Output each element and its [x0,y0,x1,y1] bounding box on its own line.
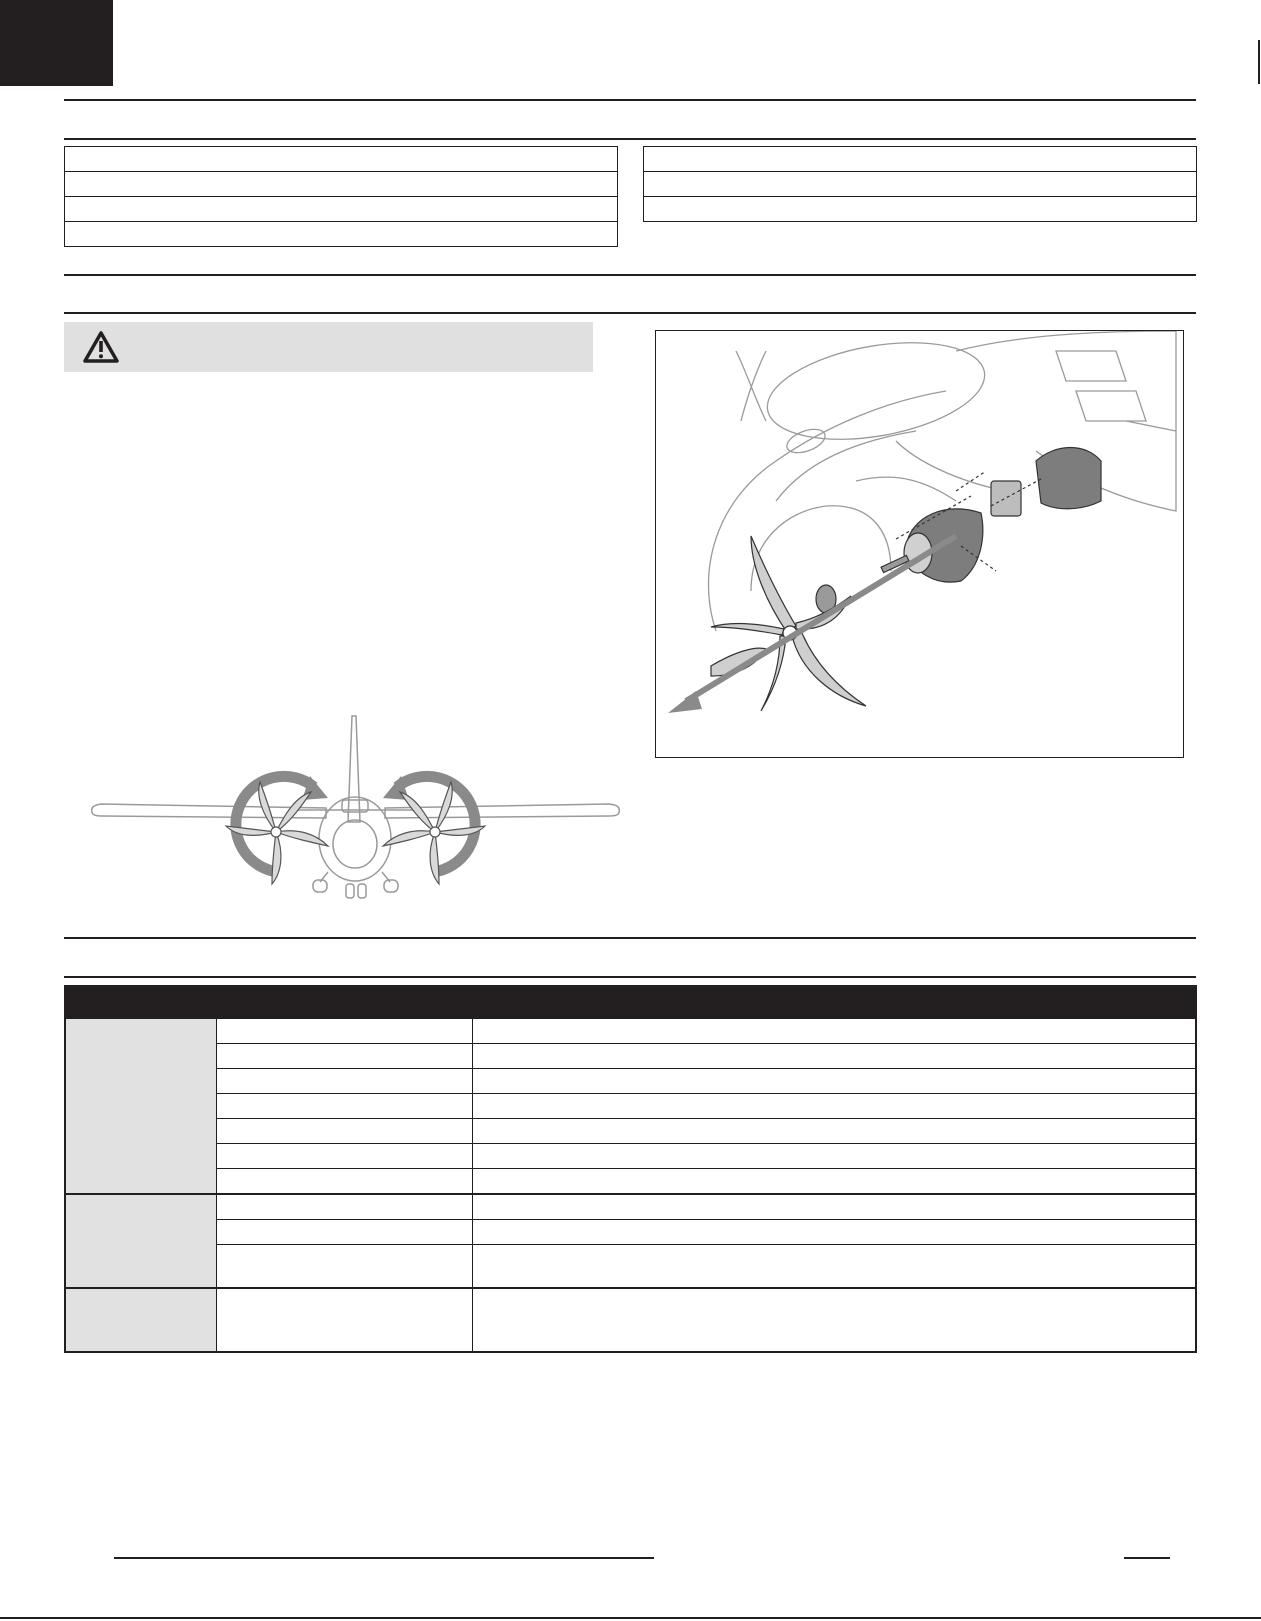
section-tab-block [0,0,113,86]
section-rule [64,937,1196,939]
specs-row [65,197,617,222]
troubleshooting-group [66,1287,1195,1351]
section-rule-top [64,99,1196,101]
troubleshooting-group [66,1193,1195,1287]
cause-cell [217,1069,473,1093]
table-row [217,1219,1195,1244]
cause-cell [217,1044,473,1068]
cause-cell [217,1144,473,1168]
footer-rule [114,1557,654,1559]
page-bottom-rule [0,1617,1261,1619]
specs-row [644,147,1196,172]
troubleshooting-header [66,987,1195,1017]
specs-row [65,222,617,247]
solution-cell [473,1289,1195,1351]
table-row [217,1168,1195,1193]
solution-cell [473,1044,1195,1068]
cause-cell [217,1119,473,1143]
issue-cell [66,1019,217,1193]
table-row [217,1143,1195,1168]
table-row [217,1195,1195,1219]
solution-cell [473,1220,1195,1244]
table-row [217,1093,1195,1118]
warning-triangle-icon [82,330,120,364]
solution-cell [473,1094,1195,1118]
section-rule [64,138,1196,140]
cause-cell [217,1195,473,1219]
solution-cell [473,1019,1195,1043]
issue-cell [66,1289,217,1351]
solution-cell [473,1069,1195,1093]
specs-row [644,197,1196,222]
table-row [217,1118,1195,1143]
cause-cell [217,1220,473,1244]
cause-cell [217,1289,473,1351]
edge-marker [1258,40,1260,84]
specs-table-right [643,146,1197,222]
solution-cell [473,1169,1195,1193]
section-rule [64,274,1196,276]
specs-table-left [64,146,618,247]
troubleshooting-table [64,985,1197,1353]
warning-banner [64,322,593,372]
table-row [217,1244,1195,1287]
table-row [217,1068,1195,1093]
issue-cell [66,1195,217,1287]
solution-cell [473,1119,1195,1143]
specs-row [65,147,617,172]
section-rule [64,312,1196,314]
propeller-rotation-figure [88,712,623,907]
table-row [217,1289,1195,1351]
propeller-installation-figure [655,330,1184,758]
solution-cell [473,1245,1195,1287]
specs-row [644,172,1196,197]
troubleshooting-group [66,1017,1195,1193]
cause-cell [217,1245,473,1287]
solution-cell [473,1144,1195,1168]
cause-cell [217,1169,473,1193]
table-row [217,1019,1195,1043]
specs-row [65,172,617,197]
section-rule [64,976,1196,978]
table-row [217,1043,1195,1068]
solution-cell [473,1195,1195,1219]
cause-cell [217,1019,473,1043]
page-number-rule [1124,1557,1170,1559]
cause-cell [217,1094,473,1118]
